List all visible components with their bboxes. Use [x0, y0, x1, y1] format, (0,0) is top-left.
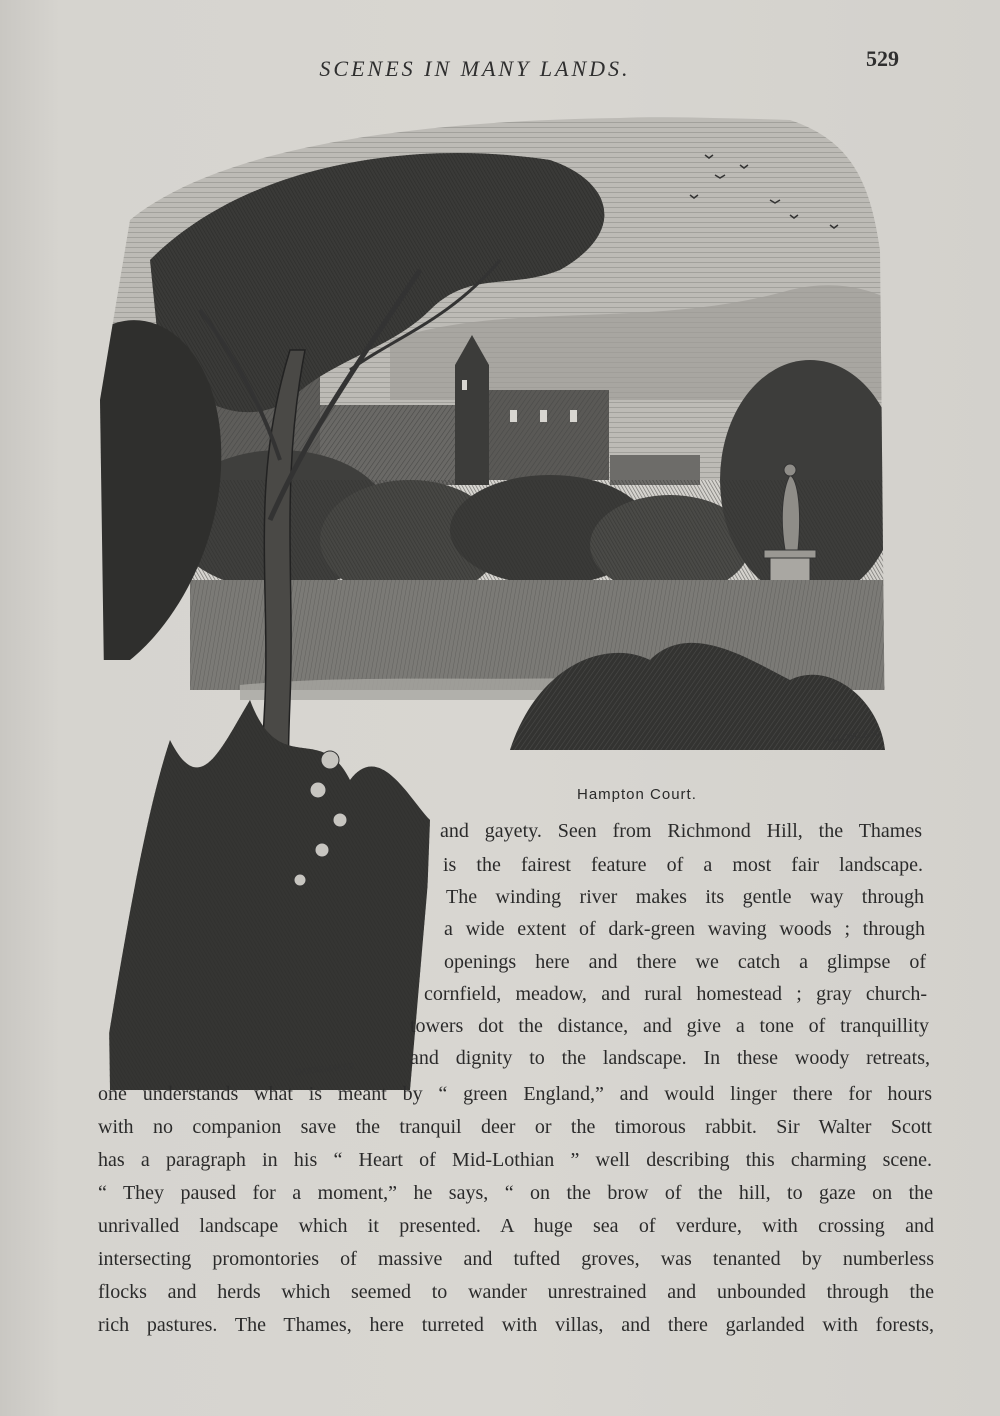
- text-line: towers dot the distance, and give a tone of tranquillity: [410, 1015, 929, 1037]
- text-line: cornfield, meadow, and rural homestead ; gray church-: [424, 983, 927, 1005]
- text-line: and gayety. Seen from Richmond Hill, the Thames: [440, 820, 922, 842]
- text-line: “ They paused for a moment,” he says, “ on the brow of the hill, to gaze on the: [98, 1182, 933, 1204]
- foreground-hollyhocks: [100, 700, 430, 1090]
- hampton-court-engraving: [90, 100, 890, 1100]
- text-line: with no companion save the tranquil deer or the timorous rabbit. Sir Walter Scott: [98, 1116, 932, 1138]
- text-line: has a paragraph in his “ Heart of Mid-Lothian ” well describing this charming scene.: [98, 1149, 932, 1171]
- text-line: openings here and there we catch a glimpse of: [444, 951, 926, 973]
- text-line: unrivalled landscape which it presented. A huge sea of verdure, with crossing and: [98, 1215, 934, 1237]
- text-line: flocks and herds which seemed to wander unrestrained and unbounded through the: [98, 1281, 934, 1303]
- text-line: intersecting promontories of massive and tufted groves, was tenanted by numberless: [98, 1248, 934, 1270]
- text-line: rich pastures. The Thames, here turreted with villas, and there garlanded with forests,: [98, 1314, 934, 1336]
- page-number: 529: [866, 46, 899, 71]
- illustration-caption: Hampton Court.: [577, 786, 697, 803]
- running-head: SCENES IN MANY LANDS.: [319, 56, 631, 81]
- engraver-signature-left: DANNEMAKER: [294, 1060, 355, 1077]
- text-line: and dignity to the landscape. In these woody retreats,: [410, 1047, 930, 1069]
- text-line: The winding river makes its gentle way through: [446, 886, 924, 908]
- text-line: is the fairest feature of a most fair landscape.: [443, 854, 923, 876]
- engraver-signature-right: A.LLONG.E.Sc.: [823, 727, 883, 745]
- text-line: a wide extent of dark-green waving woods ; through: [444, 918, 925, 940]
- text-line: one understands what is meant by “ green England,” and would linger there for hours: [98, 1083, 932, 1105]
